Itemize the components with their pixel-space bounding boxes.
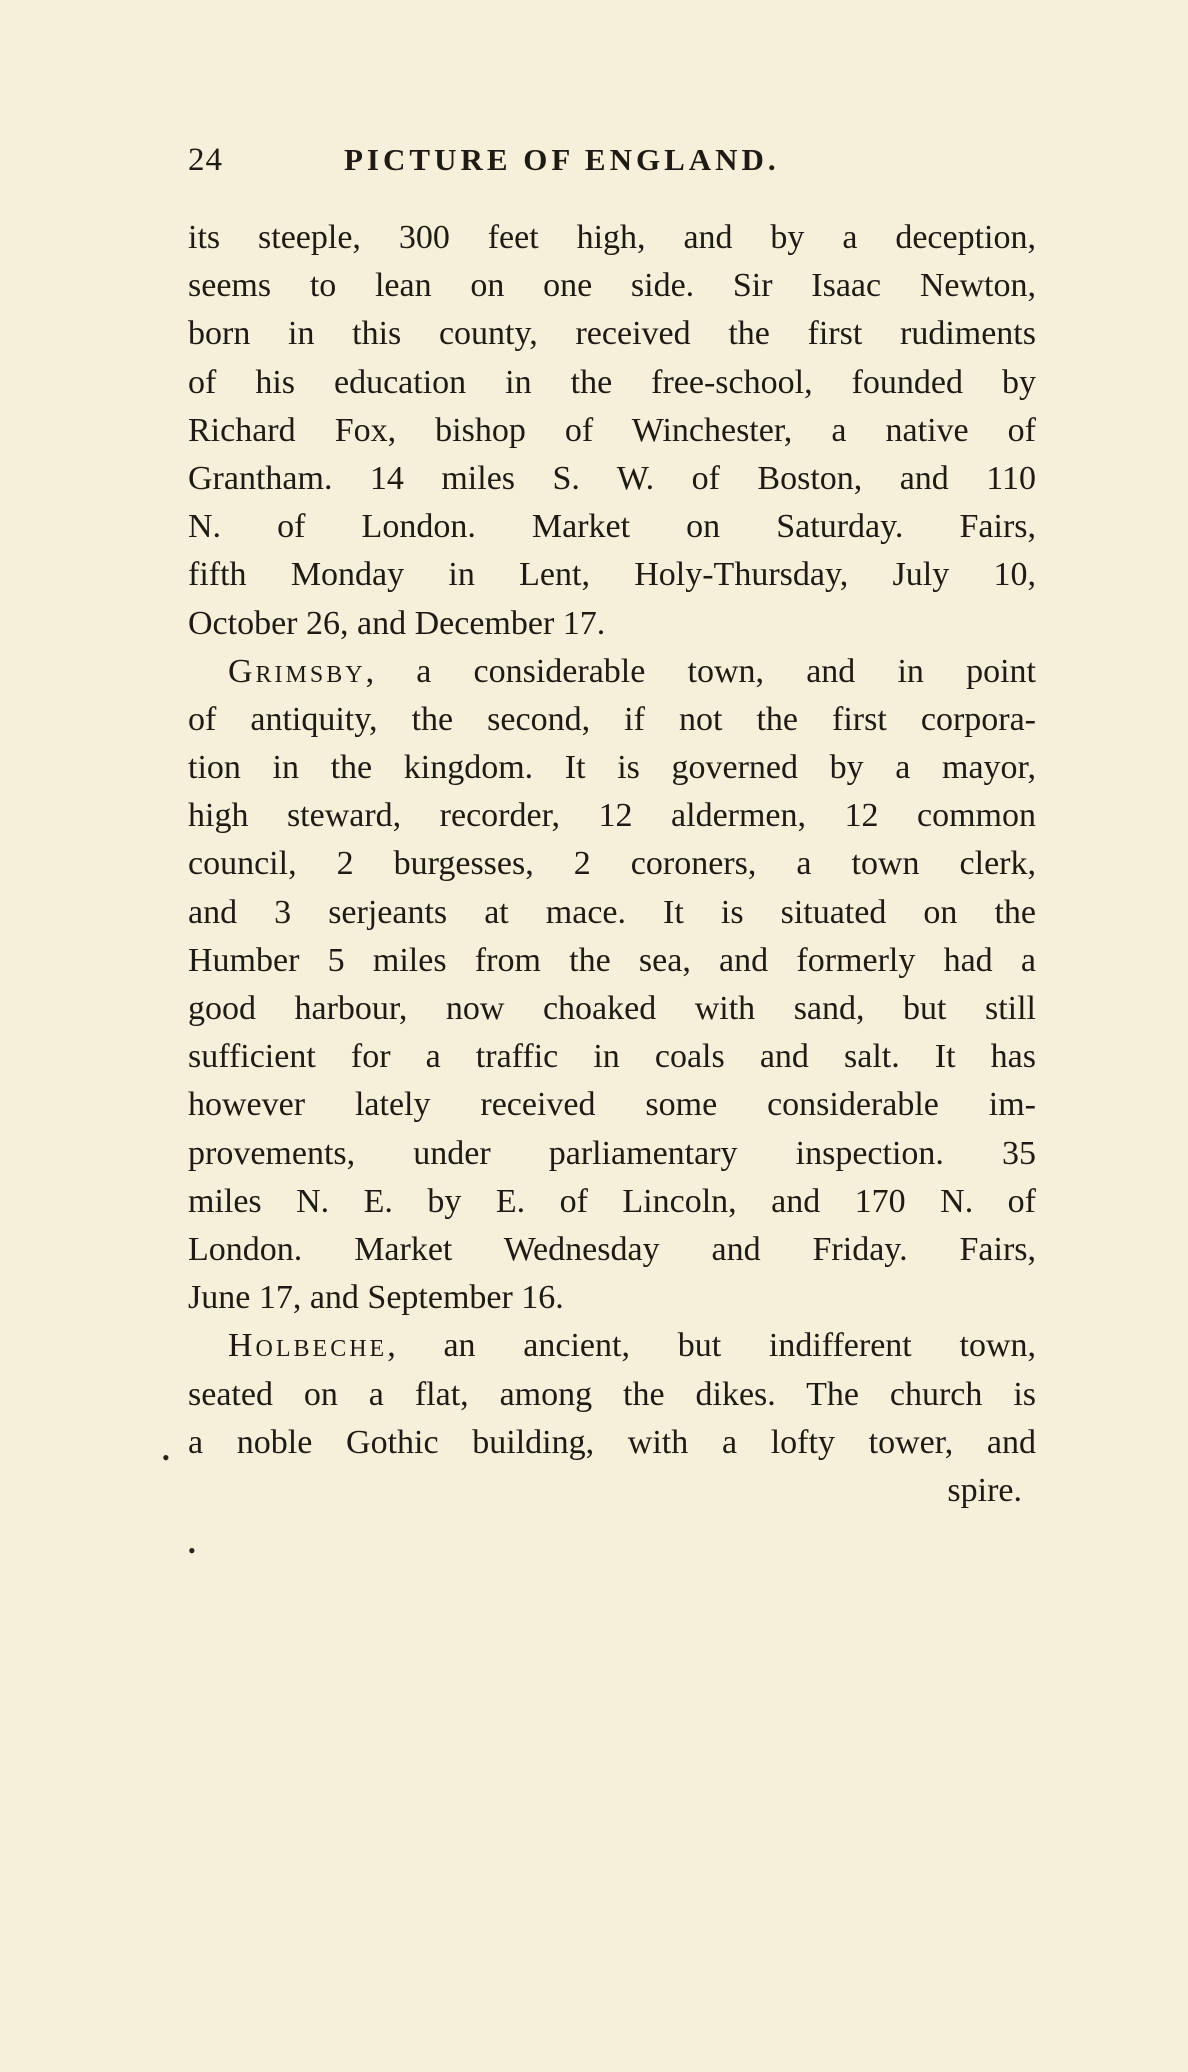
text-line: of his education in the free-school, founded by	[188, 363, 1036, 401]
text-line: good harbour, now choaked with sand, but still	[188, 990, 1036, 1027]
text-line: high steward, recorder, 12 aldermen, 12 common	[188, 797, 1036, 835]
text-line: Humber 5 miles from the sea, and formerly had a	[188, 941, 1036, 979]
text-line: seems to lean on one side. Sir Isaac Newton,	[188, 267, 1036, 305]
text-line: Grantham. 14 miles S. W. of Boston, and 110	[188, 459, 1036, 497]
text-line: fifth Monday in Lent, Holy-Thursday, July 10,	[188, 556, 1036, 594]
text-line: a noble Gothic building, with a lofty tower, and	[188, 1423, 1036, 1461]
text-line: and 3 serjeants at mace. It is situated on the	[188, 893, 1036, 931]
running-head: PICTURE OF ENGLAND.	[344, 142, 780, 177]
holbeche-paragraph-start	[188, 1322, 1036, 1370]
text-line: born in this county, received the first rudiments	[188, 315, 1036, 353]
text-line: provements, under parliamentary inspection. 35	[188, 1134, 1036, 1172]
text-line: tion in the kingdom. It is governed by a mayor,	[188, 749, 1036, 787]
grimsby-paragraph-start	[188, 648, 1036, 696]
text-line: June 17, and September 16.	[188, 1279, 564, 1317]
body-text	[188, 214, 1036, 1515]
text-line: seated on a flat, among the dikes. The church is	[188, 1375, 1036, 1413]
text-fragment: , an ancient, but indifferent town,	[387, 1327, 1036, 1365]
ink-speck: •	[162, 1445, 170, 1470]
text-line: miles N. E. by E. of Lincoln, and 170 N. of	[188, 1182, 1036, 1220]
page-header	[188, 142, 1068, 182]
catchword: spire.	[947, 1471, 1022, 1509]
ink-speck: •	[188, 1538, 196, 1563]
place-name-grimsby: Grimsby	[228, 652, 366, 690]
text-line: however lately received some considerable im-	[188, 1086, 1036, 1124]
text-line: sufficient for a traffic in coals and salt. It has	[188, 1038, 1036, 1076]
page-number: 24	[188, 142, 223, 178]
text-fragment: , a considerable town, and in point	[365, 652, 1036, 690]
text-line: N. of London. Market on Saturday. Fairs,	[188, 508, 1036, 546]
text-line: London. Market Wednesday and Friday. Fairs,	[188, 1230, 1036, 1268]
text-line: Richard Fox, bishop of Winchester, a native of	[188, 411, 1036, 449]
text-line: its steeple, 300 feet high, and by a deception,	[188, 219, 1036, 256]
text-line: council, 2 burgesses, 2 coroners, a town clerk,	[188, 845, 1036, 883]
text-line: October 26, and December 17.	[188, 604, 606, 642]
place-name-holbeche: Holbeche	[228, 1327, 388, 1365]
text-line: of antiquity, the second, if not the first corpora-	[188, 700, 1036, 738]
